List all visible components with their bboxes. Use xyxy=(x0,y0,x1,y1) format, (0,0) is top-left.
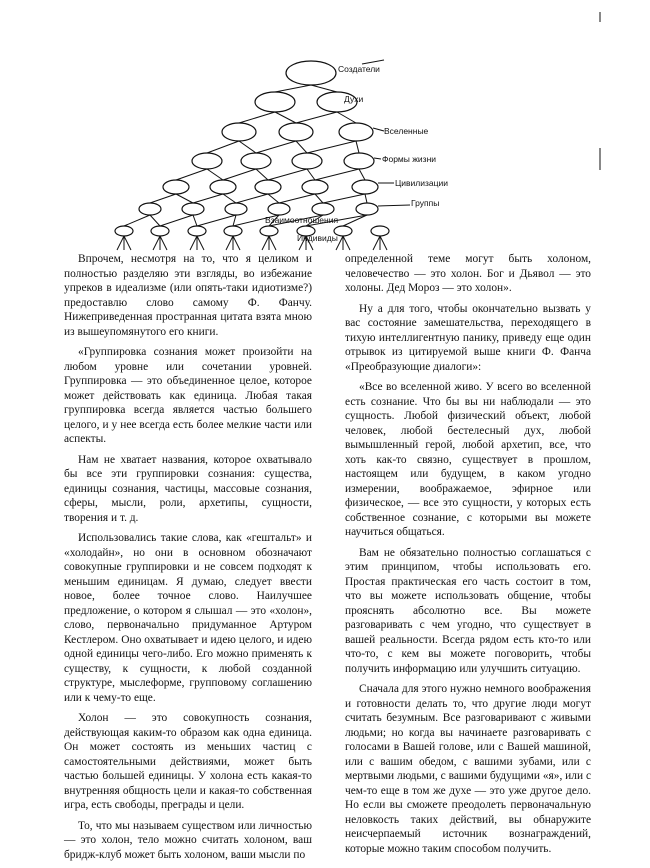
connector-line xyxy=(380,236,387,250)
right-text-column xyxy=(345,252,591,862)
connector-line xyxy=(279,194,315,203)
connector-line xyxy=(150,215,160,226)
connector-line xyxy=(296,112,337,123)
left-text-column xyxy=(64,252,312,868)
connector-line xyxy=(323,194,365,203)
tree-node xyxy=(371,226,389,236)
connector-line xyxy=(315,194,323,203)
tree-node xyxy=(279,123,313,141)
connector-line xyxy=(223,194,236,203)
paragraph: То, что мы называем существом или личностью — это холон, тело можно считать холоном, ваш бридж-клуб может быть холоном, ваши мысли по xyxy=(64,819,312,861)
label-relationships: Взаимоотношения xyxy=(265,215,339,225)
connector-line xyxy=(233,236,240,250)
tree-node xyxy=(255,92,295,112)
connector-line xyxy=(124,215,150,226)
tree-node xyxy=(312,203,334,215)
tree-node xyxy=(241,153,271,169)
connector-line xyxy=(193,215,197,226)
connector-line xyxy=(343,236,350,250)
tree-node xyxy=(115,226,133,236)
label-life-forms: Формы жизни xyxy=(382,154,437,164)
connector-line xyxy=(256,169,268,180)
label-leader xyxy=(373,128,384,131)
connector-line xyxy=(207,169,223,180)
label-individuals: Индивиды xyxy=(297,233,338,243)
connector-line xyxy=(226,236,233,250)
connector-line xyxy=(207,141,239,153)
connector-line xyxy=(275,112,296,123)
tree-node xyxy=(188,226,206,236)
connector-line xyxy=(296,141,307,153)
connector-line xyxy=(117,236,124,250)
connector-line xyxy=(223,169,256,180)
connector-line xyxy=(365,194,367,203)
tree-node xyxy=(222,123,256,141)
connector-line xyxy=(193,194,223,203)
paragraph: Вам не обязательно полностью соглашаться с этим принципом, чтобы использовать его. Простая практическая его часть состоит в том, что вы можете использовать общение, чтобы прояснять абсолютно все. Вы можете разговаривать с чем угодно, что существует в вашей реальности. Всегда рядом есть кто-то или что-то, с кем вы можете поговорить, чтобы получить информацию или улучшить ситуацию. xyxy=(345,546,591,675)
label-civilizations: Цивилизации xyxy=(395,178,448,188)
connector-line xyxy=(356,141,359,153)
hierarchy-diagram xyxy=(0,0,650,255)
connector-line xyxy=(197,215,236,226)
label-spirits: Духи xyxy=(344,94,364,104)
paragraph: определенной теме могут быть холоном, человечество — это холон. Бог и Дьявол — это холоны. Дед Мороз — это холон». xyxy=(345,253,591,294)
tree-node xyxy=(139,203,161,215)
tree-node xyxy=(210,180,236,194)
connector-line xyxy=(160,236,167,250)
connector-line xyxy=(256,141,296,153)
paragraph: Использовались такие слова, как «гештальт» и «холодайн», но они в основном обозначают совокупные группировки и не совсем подходят к меньшим единицам. Я думаю, следует ввести новое, более точное слово. Наилучшее предложение, о котором я слышал — это «холон», слово, первоначально придуманное Артуром Кестлером. Оно охватывает и идею целого, и идею одной единицы чего-либо. Его можно применять к существу, к сущности, к любой созданной структуре, мыслеформе, групповому соглашению или к чему-то еще. xyxy=(64,532,312,704)
tree-node xyxy=(302,180,328,194)
tree-node xyxy=(286,61,336,85)
connector-line xyxy=(233,215,236,226)
paragraph: Нам не хватает названия, которое охватывало бы все эти группировки сознания: существа, единицы сознания, частицы, массовые сознания, сферы, мысли, роли, архетипы, сущности, творения и т. д. xyxy=(64,453,312,524)
label-leader xyxy=(378,205,410,206)
connector-line xyxy=(373,236,380,250)
connector-line xyxy=(268,194,279,203)
connector-line xyxy=(268,169,307,180)
connector-line xyxy=(153,236,160,250)
label-leader xyxy=(374,158,381,159)
connector-line xyxy=(269,236,276,250)
paragraph: Холон — это совокупность сознания, действующая каким-то образом как одна единица. Он может состоять из меньших частиц с самостоятельными действиями, может быть частью большей единицы. У холона есть какая-то внутренняя общность цели и какая-то собственная игра, есть свободы, преграды и цели. xyxy=(64,712,312,811)
connector-line xyxy=(236,194,268,203)
connector-line xyxy=(124,236,131,250)
connector-line xyxy=(337,112,356,123)
connector-line xyxy=(176,194,193,203)
connector-line xyxy=(150,194,176,203)
connector-line xyxy=(307,169,315,180)
label-universes: Вселенные xyxy=(384,126,429,136)
connector-line xyxy=(315,169,359,180)
tree-node xyxy=(163,180,189,194)
tree-node xyxy=(339,123,373,141)
connector-line xyxy=(343,215,367,226)
tree-node xyxy=(225,203,247,215)
tree-node xyxy=(224,226,242,236)
paragraph: Впрочем, несмотря на то, что я целиком и полностью разделяю эти взгляды, во избежание упреков в идеализме (или опять-таки идиотизме?) предоставлю слово самому Ф. Фанчу. Нижеприведенная пространная цитата взята мною из вышеупомянутого его книги. xyxy=(64,253,312,338)
paragraph: Ну а для того, чтобы окончательно вызвать у вас состояние замешательства, переходящего в тихую интеллигентную панику, приведу еще один отрывок из цитируемой выше книги Ф. Фанча «Преобразующие диалоги»: xyxy=(345,302,591,373)
tree-node xyxy=(260,226,278,236)
diagram-nodes xyxy=(115,61,389,236)
tree-node xyxy=(268,203,290,215)
tree-node xyxy=(192,153,222,169)
tree-node xyxy=(356,203,378,215)
paragraph: «Группировка сознания может произойти на любом уровне или сочетании уровней. Группировка — это объединенное целое, которое может действовать как единица. Любая такая группировка всегда является частью большего целого, и у нее всегда есть более мелкие части или аспекты. xyxy=(64,346,312,445)
connector-line xyxy=(190,236,197,250)
label-groups: Группы xyxy=(411,198,440,208)
connector-line xyxy=(239,141,256,153)
connector-line xyxy=(359,169,365,180)
connector-line xyxy=(197,236,204,250)
tree-node xyxy=(344,153,374,169)
tree-node xyxy=(182,203,204,215)
tree-node xyxy=(255,180,281,194)
tree-node xyxy=(352,180,378,194)
connector-line xyxy=(239,112,275,123)
connector-line xyxy=(160,215,193,226)
connector-line xyxy=(307,141,356,153)
connector-line xyxy=(275,85,311,92)
paragraph: «Все во вселенной живо. У всего во вселенной есть сознание. Что бы вы ни наблюдали — это сущность. Любой физический объект, любой человек, любой бестелесный дух, любой вымышленный герой, любой архетип, все, что хоть как-то связно, существует в прошлом, настоящем или будущем, в каком угодно измерении, воображаемое, эфирное или физическое, — все это сущности, у которых есть собственное сознание, с которыми вы можете научиться общаться. xyxy=(345,381,591,538)
tree-node xyxy=(151,226,169,236)
connector-line xyxy=(262,236,269,250)
label-creators: Создатели xyxy=(338,64,380,74)
tree-node xyxy=(292,153,322,169)
paragraph: Сначала для этого нужно немного воображения и готовности делать то, что другие люди могут считать безумным. Все разговаривают с живыми людьми; но когда вы начинаете разговаривать с голосами в Вашей голове, или с Вашей машиной, или с вашим обедом, с вашими зубами, или с мертвыми людьми, с вашими будущими «я», или с чем-то еще в том же духе — это уже другое дело. Но если вы сможете преодолеть первоначальную неловкость таких действий, вы обнаружите неисчерпаемый источник вознаграждений, которые можно таким способом получить. xyxy=(345,683,591,855)
connector-line xyxy=(176,169,207,180)
connector-line xyxy=(311,85,337,92)
